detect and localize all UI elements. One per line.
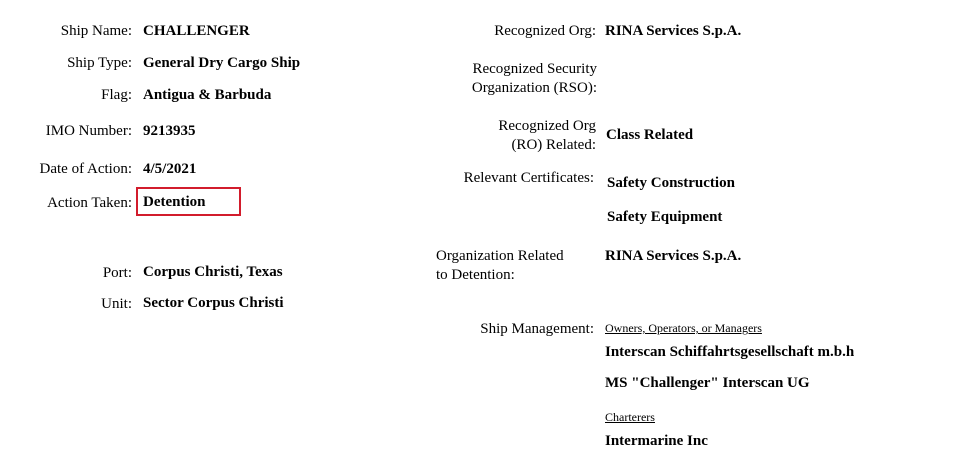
org-detention-label-line1: Organization Related	[436, 248, 564, 264]
flag-label: Flag:	[101, 87, 132, 103]
ship-type-value: General Dry Cargo Ship	[143, 55, 301, 71]
date-of-action-value: 4/5/2021	[143, 161, 197, 177]
charterers-heading: Charterers	[605, 410, 655, 424]
flag-value: Antigua & Barbuda	[143, 87, 272, 103]
action-taken-value: Detention	[143, 194, 206, 210]
owner-name: MS "Challenger" Interscan UG	[605, 375, 810, 391]
charterer-name: Intermarine Inc	[605, 433, 708, 449]
relevant-certificates-label: Relevant Certificates:	[463, 170, 594, 186]
date-of-action-label: Date of Action:	[39, 161, 132, 177]
unit-label: Unit:	[101, 296, 132, 312]
ro-related-label-line1: Recognized Org	[498, 118, 596, 134]
certificate-item: Safety Construction	[607, 175, 735, 191]
recognized-org-value: RINA Services S.p.A.	[605, 23, 742, 39]
recognized-org-label: Recognized Org:	[494, 23, 596, 39]
rso-label-line2: Organization (RSO):	[471, 80, 597, 96]
action-taken-label: Action Taken:	[47, 195, 132, 211]
ship-name-value: CHALLENGER	[143, 23, 250, 39]
ship-management-label: Ship Management:	[480, 321, 594, 337]
ro-related-label	[400, 117, 596, 155]
imo-number-label: IMO Number:	[45, 123, 132, 139]
unit-value: Sector Corpus Christi	[143, 295, 284, 311]
org-related-detention-label	[436, 247, 564, 285]
ship-type-label: Ship Type:	[67, 55, 132, 71]
certificate-item: Safety Equipment	[607, 209, 723, 225]
ship-name-label: Ship Name:	[60, 23, 132, 39]
rso-label-line1: Recognized Security	[472, 61, 597, 77]
owner-name: Interscan Schiffahrtsgesellschaft m.b.h	[605, 344, 855, 360]
ro-related-value: Class Related	[606, 127, 694, 143]
org-detention-label-line2: to Detention:	[436, 267, 515, 283]
port-value: Corpus Christi, Texas	[143, 264, 283, 280]
port-label: Port:	[102, 265, 132, 281]
imo-number-value: 9213935	[143, 123, 196, 139]
org-related-detention-value: RINA Services S.p.A.	[605, 248, 742, 264]
rso-label	[400, 60, 597, 98]
ro-related-label-line2: (RO) Related:	[511, 137, 596, 153]
owners-operators-heading: Owners, Operators, or Managers	[605, 321, 762, 335]
